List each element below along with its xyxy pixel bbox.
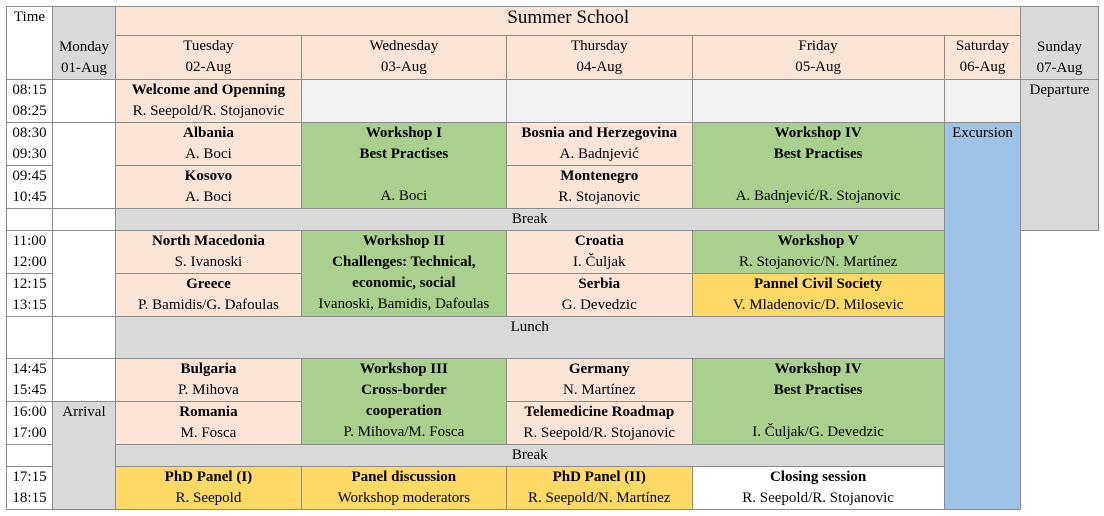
- sunday-header: [1021, 7, 1098, 80]
- thursday-date: 04-Aug: [576, 59, 623, 75]
- monday-name: Monday: [58, 39, 109, 55]
- session-pannel-civil-society: [692, 274, 944, 317]
- time-start: 16:00: [12, 404, 47, 420]
- session-title: Welcome and Openning: [131, 82, 286, 98]
- session-closing: [692, 467, 944, 510]
- session-title: Croatia: [574, 233, 624, 249]
- session-speakers: R. Seepold/R. Stojanovic: [132, 103, 285, 119]
- monday-empty: [52, 231, 115, 317]
- sunday-date: 07-Aug: [1036, 60, 1083, 76]
- time-header: Time: [7, 7, 53, 80]
- session-speakers: A. Badnjević: [559, 146, 639, 162]
- monday-empty: [52, 209, 115, 231]
- session-workshop-1: [301, 123, 506, 209]
- time-start: 11:00: [12, 233, 47, 249]
- session-croatia: [506, 231, 692, 274]
- session-phd-panel-2: [506, 467, 692, 510]
- session-subtitle: Best Practises: [359, 146, 449, 162]
- session-line-3: economic, social: [352, 275, 456, 291]
- session-speakers: I. Čuljak/G. Devedzic: [752, 424, 884, 440]
- session-workshop-5: [692, 231, 944, 274]
- session-title: Serbia: [578, 276, 621, 292]
- session-greece: [115, 274, 301, 317]
- time-slot-0815: [7, 80, 53, 123]
- page-title: Summer School: [115, 7, 1021, 36]
- monday-empty: [52, 80, 115, 123]
- friday-header: [692, 36, 944, 80]
- session-workshop-4-afternoon: [692, 359, 944, 445]
- session-title: North Macedonia: [151, 233, 265, 249]
- session-title: Kosovo: [184, 168, 233, 184]
- wednesday-date: 03-Aug: [380, 59, 427, 75]
- friday-empty: [692, 80, 944, 123]
- session-albania: [115, 123, 301, 166]
- session-welcome: [115, 80, 301, 123]
- session-title: Workshop IV: [774, 361, 862, 377]
- time-start: 12:15: [12, 276, 47, 292]
- time-start: 08:30: [12, 125, 47, 141]
- session-speakers: R. Stojanovic: [558, 189, 641, 205]
- session-speakers: A. Boci: [185, 189, 232, 205]
- time-end: 13:15: [12, 297, 47, 313]
- sunday-departure: Departure: [1021, 80, 1098, 231]
- session-speakers: V. Mladenovic/D. Milosevic: [732, 297, 904, 313]
- session-line-2: Cross-border: [361, 382, 447, 398]
- session-speakers: G. Devedzic: [561, 297, 637, 313]
- friday-date: 05-Aug: [795, 59, 842, 75]
- session-speakers: P. Mihova/M. Fosca: [343, 424, 465, 440]
- lunch-time-empty: [7, 317, 53, 359]
- thursday-empty: [506, 80, 692, 123]
- session-bosnia: [506, 123, 692, 166]
- afternoon-break: Break: [115, 445, 944, 467]
- saturday-header: [944, 36, 1021, 80]
- thursday-header: [506, 36, 692, 80]
- session-workshop-3: [301, 359, 506, 445]
- session-kosovo: [115, 166, 301, 209]
- time-end: 17:00: [12, 425, 47, 441]
- tuesday-name: Tuesday: [183, 38, 234, 54]
- wednesday-header: [301, 36, 506, 80]
- monday-date: 01-Aug: [61, 60, 107, 76]
- session-title: Romania: [179, 404, 238, 420]
- session-speakers: S. Ivanoski: [174, 254, 243, 270]
- session-title: Closing session: [769, 469, 867, 485]
- break-time-empty: [7, 445, 53, 467]
- session-speakers: A. Boci: [185, 146, 232, 162]
- saturday-name: Saturday: [955, 38, 1010, 54]
- monday-header: [52, 7, 115, 80]
- session-germany: [506, 359, 692, 402]
- time-slot-0945: [7, 166, 53, 209]
- session-title: Workshop II: [362, 233, 445, 249]
- session-speakers: R. Seepold/R. Stojanovic: [742, 490, 894, 506]
- session-north-macedonia: [115, 231, 301, 274]
- session-speakers: R. Seepold/N. Martínez: [528, 490, 671, 506]
- session-phd-panel-1: [115, 467, 301, 510]
- session-panel-discussion: [301, 467, 506, 510]
- session-title: Workshop IV: [774, 125, 862, 141]
- lunch-break: Lunch: [115, 317, 944, 359]
- session-speakers: I. Čuljak: [573, 254, 626, 270]
- session-title: PhD Panel (II): [552, 469, 646, 485]
- session-line-2: Challenges: Technical,: [332, 254, 476, 270]
- session-title: Bosnia and Herzegovina: [521, 125, 678, 141]
- session-workshop-4-morning: [692, 123, 944, 209]
- time-start: 14:45: [12, 361, 47, 377]
- tuesday-date: 02-Aug: [185, 59, 232, 75]
- friday-name: Friday: [798, 38, 838, 54]
- sunday-name: Sunday: [1036, 39, 1082, 55]
- time-end: 15:45: [12, 382, 47, 398]
- session-speakers: P. Bamidis/G. Dafoulas: [137, 297, 279, 313]
- time-slot-1100: [7, 231, 53, 274]
- saturday-empty: [944, 80, 1021, 123]
- time-slot-1715: [7, 467, 53, 510]
- session-title: Workshop I: [365, 125, 442, 141]
- session-speakers: R. Seepold: [175, 490, 242, 506]
- session-bulgaria: [115, 359, 301, 402]
- time-start: 08:15: [12, 82, 47, 98]
- session-romania: [115, 402, 301, 445]
- session-serbia: [506, 274, 692, 317]
- session-subtitle: Best Practises: [773, 146, 863, 162]
- session-title: Panel discussion: [351, 469, 457, 485]
- time-end: 12:00: [12, 254, 47, 270]
- thursday-name: Thursday: [570, 38, 628, 54]
- session-subtitle: Best Practises: [773, 382, 863, 398]
- session-title: Germany: [568, 361, 630, 377]
- session-workshop-2: [301, 231, 506, 317]
- time-end: 08:25: [12, 103, 47, 119]
- wednesday-name: Wednesday: [369, 38, 439, 54]
- session-speakers: N. Martínez: [563, 382, 636, 398]
- break-time-empty: [7, 209, 53, 231]
- monday-empty: [52, 317, 115, 359]
- time-end: 18:15: [12, 490, 47, 506]
- session-title: Workshop III: [359, 361, 448, 377]
- time-slot-1215: [7, 274, 53, 317]
- wednesday-empty: [301, 80, 506, 123]
- monday-empty: [52, 123, 115, 209]
- time-slot-0830: [7, 123, 53, 166]
- morning-break: Break: [115, 209, 944, 231]
- session-line-3: cooperation: [365, 403, 442, 419]
- time-slot-1445: [7, 359, 53, 402]
- session-montenegro: [506, 166, 692, 209]
- session-title: PhD Panel (I): [164, 469, 253, 485]
- session-title: Pannel Civil Society: [753, 276, 883, 292]
- session-title: Albania: [182, 125, 234, 141]
- session-speakers: R. Stojanovic/N. Martínez: [738, 254, 898, 270]
- session-title: Workshop V: [777, 233, 859, 249]
- time-slot-1600: [7, 402, 53, 445]
- monday-arrival: Arrival: [52, 402, 115, 510]
- tuesday-header: [115, 36, 301, 80]
- session-speakers: M. Fosca: [180, 425, 237, 441]
- time-end: 09:30: [12, 146, 47, 162]
- session-telemedicine-roadmap: [506, 402, 692, 445]
- session-speakers: R. Seepold/R. Stojanovic: [523, 425, 676, 441]
- session-title: Montenegro: [560, 168, 639, 184]
- session-title: Telemedicine Roadmap: [524, 404, 675, 420]
- schedule-table: [6, 6, 1104, 510]
- session-speakers: A. Badnjević/R. Stojanovic: [735, 188, 901, 204]
- time-start: 17:15: [12, 469, 47, 485]
- monday-empty: [52, 359, 115, 402]
- session-speakers: A. Boci: [380, 188, 428, 204]
- session-speakers: Workshop moderators: [337, 490, 471, 506]
- time-start: 09:45: [12, 168, 47, 184]
- time-end: 10:45: [12, 189, 47, 205]
- session-title: Greece: [186, 276, 231, 292]
- session-speakers: Ivanoski, Bamidis, Dafoulas: [318, 296, 490, 312]
- saturday-empty: [1098, 445, 1104, 510]
- session-title: Bulgaria: [180, 361, 237, 377]
- sunday-empty: [1021, 231, 1098, 510]
- saturday-date: 06-Aug: [959, 59, 1006, 75]
- session-speakers: P. Mihova: [177, 382, 239, 398]
- saturday-excursion: Excursion: [944, 123, 1021, 510]
